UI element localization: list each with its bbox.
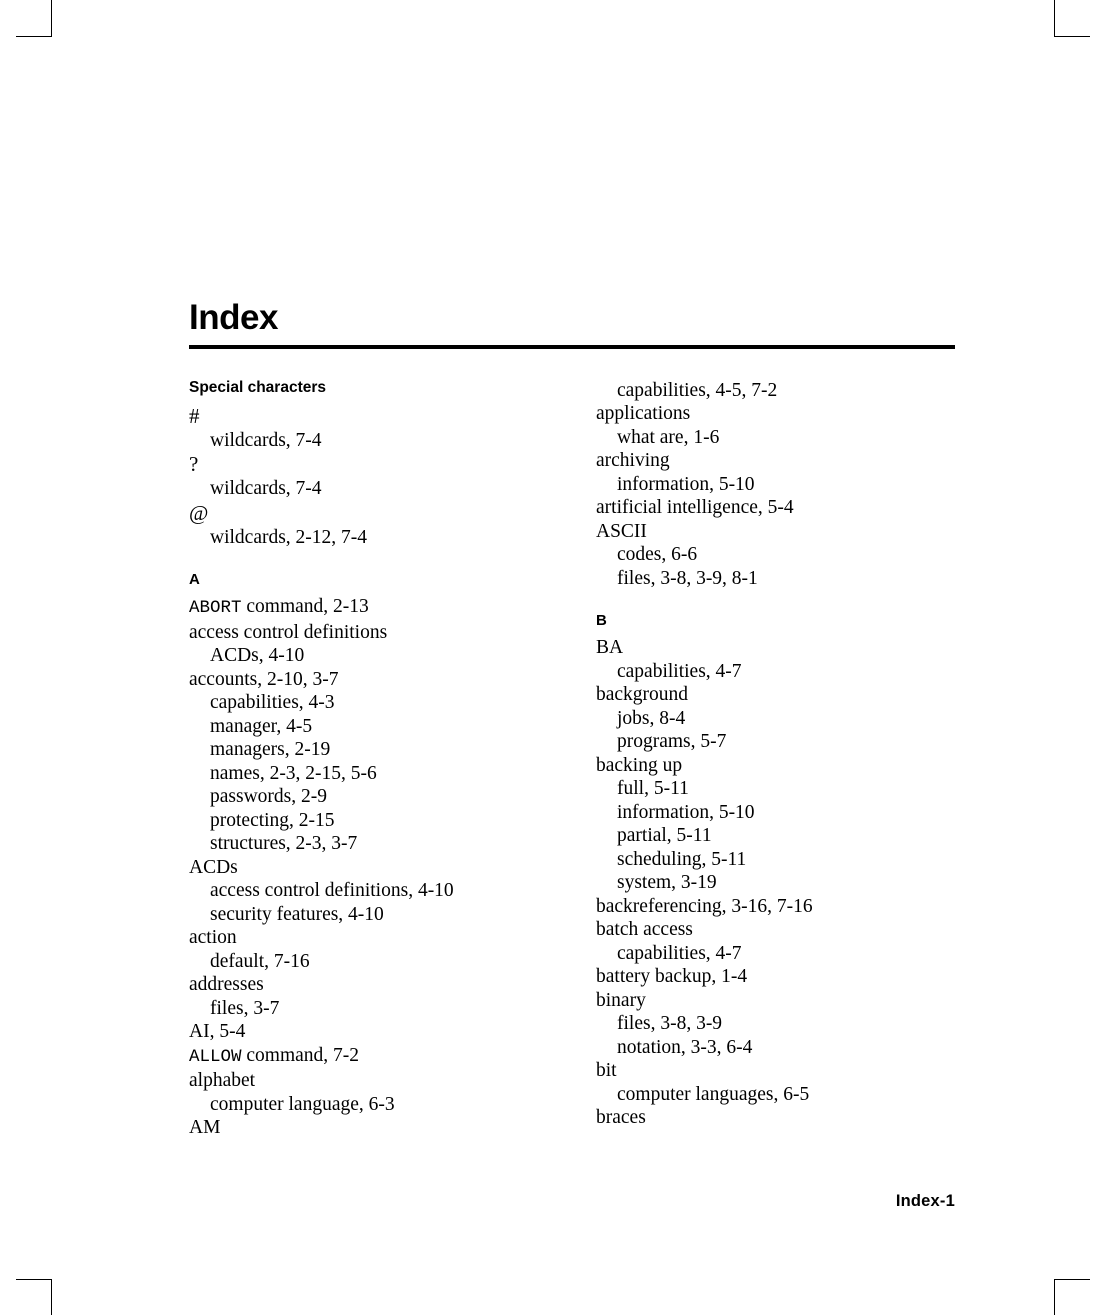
index-subentry: files, 3-8, 3-9, 8-1 [617,567,758,589]
index-subentry: files, 3-8, 3-9 [617,1013,723,1035]
index-subentry: what are, 1-6 [617,426,720,448]
index-subentry: jobs, 8-4 [617,707,686,729]
index-entry: ACDs [189,856,238,878]
title-rule [189,345,955,349]
index-entry: archiving [596,450,670,472]
index-entry: ASCII [596,520,647,542]
index-subentry: computer languages, 6-5 [617,1083,810,1105]
index-entry: accounts, 2-10, 3-7 [189,668,339,690]
index-subentry: wildcards, 2-12, 7-4 [210,526,368,548]
index-entry: access control definitions [189,621,388,643]
index-subentry: wildcards, 7-4 [210,478,322,500]
index-entry [189,1044,548,1070]
index-subentry: ACDs, 4-10 [210,645,305,667]
index-entry [189,595,548,621]
crop-mark-top-left-horizontal [16,36,52,37]
index-subentry: partial, 5-11 [617,825,712,847]
index-entry-group [596,379,955,591]
index-column-right [596,379,955,1140]
command-name: ABORT [189,598,242,619]
index-section-heading: A [189,571,200,589]
index-entry: AI, 5-4 [189,1021,246,1043]
index-entry: AM [189,1117,221,1139]
index-columns [189,379,955,1140]
index-entry: # [189,403,200,428]
crop-mark-top-left-vertical [51,0,52,36]
index-subentry: access control definitions, 4-10 [210,880,454,902]
index-entry: braces [596,1107,646,1129]
page-footer: Index-1 [895,1192,955,1210]
index-entry: binary [596,989,646,1011]
command-name: ALLOW [189,1046,242,1067]
index-entry: batch access [596,919,693,941]
index-entry: backreferencing, 3-16, 7-16 [596,895,813,917]
index-entry: addresses [189,974,264,996]
index-subentry: names, 2-3, 2-15, 5-6 [210,762,377,784]
index-subentry: capabilities, 4-3 [210,692,335,714]
index-entry-group [596,636,955,1130]
index-subentry: full, 5-11 [617,778,689,800]
index-subentry: scheduling, 5-11 [617,848,747,870]
index-subentry: structures, 2-3, 3-7 [210,833,358,855]
index-section-heading: Special characters [189,378,327,396]
crop-mark-top-right-vertical [1054,0,1055,36]
index-subentry: protecting, 2-15 [210,809,335,831]
index-entry: @ [189,500,209,525]
index-entry: artificial intelligence, 5-4 [596,497,794,519]
index-subentry: programs, 5-7 [617,731,727,753]
index-entry-group [189,595,548,1140]
index-subentry: notation, 3-3, 6-4 [617,1036,753,1058]
page-title: Index [189,298,278,337]
index-subentry: capabilities, 4-5, 7-2 [617,379,778,401]
index-subentry: security features, 4-10 [210,903,384,925]
index-subentry: managers, 2-19 [210,739,331,761]
index-entry: applications [596,403,691,425]
index-subentry: capabilities, 4-7 [617,942,742,964]
index-entry: background [596,684,689,706]
index-subentry: codes, 6-6 [617,544,698,566]
index-entry-text: command, 7-2 [241,1044,360,1066]
index-entry: battery backup, 1-4 [596,966,748,988]
index-subentry: capabilities, 4-7 [617,660,742,682]
index-entry: ? [189,452,199,477]
index-subentry: passwords, 2-9 [210,786,327,808]
crop-mark-bottom-left-horizontal [16,1279,52,1280]
index-section-heading: B [596,612,607,630]
index-entry: bit [596,1060,617,1082]
index-subentry: default, 7-16 [210,950,310,972]
index-entry: alphabet [189,1070,256,1092]
index-entry-group [189,404,548,550]
crop-mark-bottom-right-horizontal [1054,1279,1090,1280]
crop-mark-top-right-horizontal [1054,36,1090,37]
index-subentry: wildcards, 7-4 [210,429,322,451]
index-content [189,300,955,1140]
crop-mark-bottom-right-vertical [1054,1279,1055,1315]
index-entry-text: command, 2-13 [241,596,369,618]
index-column-left [189,379,548,1140]
index-entry: action [189,927,237,949]
index-subentry: information, 5-10 [617,801,755,823]
index-entry: backing up [596,754,683,776]
crop-mark-bottom-left-vertical [51,1279,52,1315]
index-subentry: system, 3-19 [617,872,717,894]
index-entry: BA [596,637,624,659]
index-subentry: manager, 4-5 [210,715,313,737]
index-subentry: files, 3-7 [210,997,280,1019]
index-subentry: information, 5-10 [617,473,755,495]
index-subentry: computer language, 6-3 [210,1093,395,1115]
